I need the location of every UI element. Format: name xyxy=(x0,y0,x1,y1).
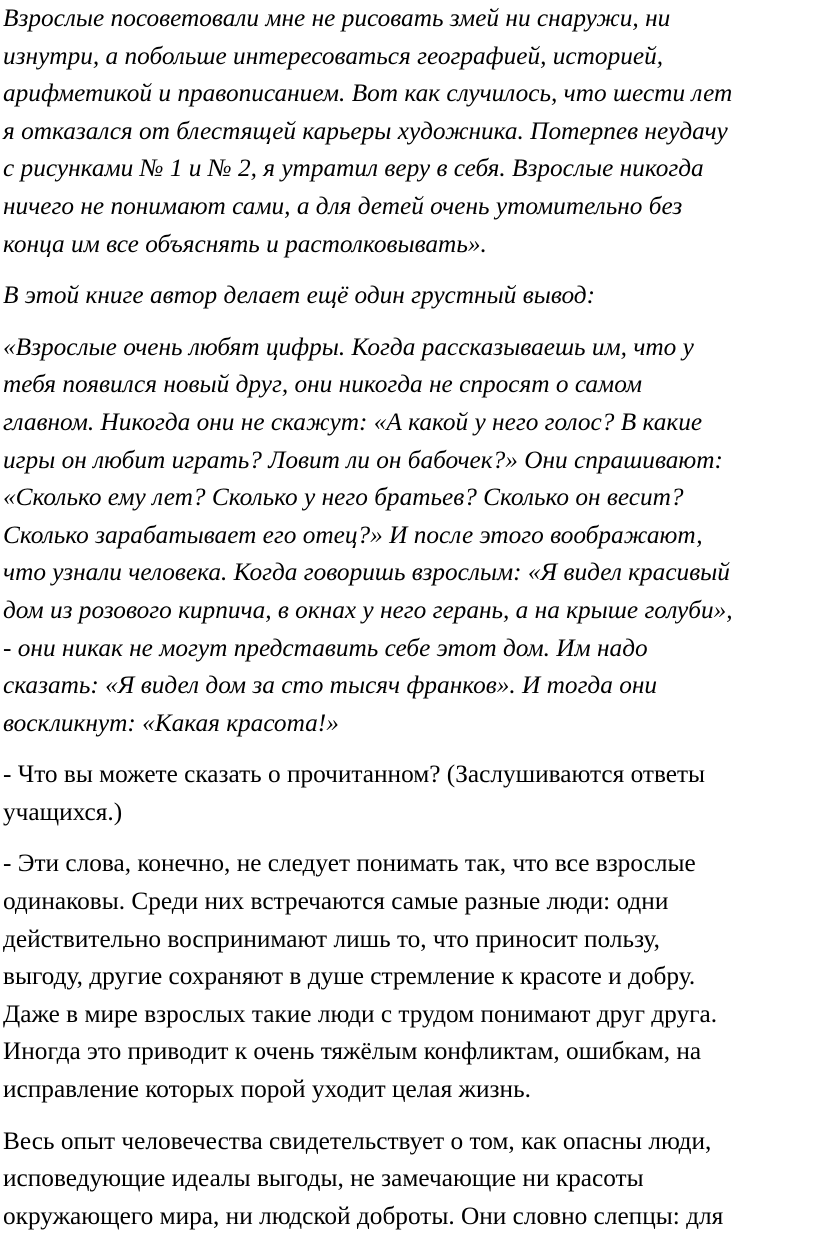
text-line: воскликнут: «Какая красота!» xyxy=(3,708,339,737)
text-line: исправление которых порой уходит целая жизнь. xyxy=(3,1075,531,1104)
text-line: конца им все объяснять и растолковывать». xyxy=(3,229,487,258)
text-line: действительно воспринимают лишь то, что приносит пользу, xyxy=(3,924,660,953)
text-line: «Взрослые очень любят цифры. Когда рассказываешь им, что у xyxy=(3,332,694,361)
text-line: - Что вы можете сказать о прочитанном? (Заслушиваются ответы xyxy=(3,760,706,789)
text-line: - они никак не могут представить себе этот дом. Им надо xyxy=(3,633,648,662)
text-line: игры он любит играть? Ловит ли он бабочек?» Они спрашивают: xyxy=(3,445,723,474)
text-line: Даже в мире взрослых такие люди с трудом понимают друг друга. xyxy=(3,999,718,1028)
paragraph-quote-end xyxy=(3,0,813,263)
paragraph-humanity-experience xyxy=(3,1123,813,1236)
text-line: Иногда это приводит к очень тяжёлым конфликтам, ошибкам, на xyxy=(3,1037,702,1066)
text-line: окружающего мира, ни людской доброты. Они словно слепцы: для xyxy=(3,1201,724,1230)
text-line: что узнали человека. Когда говоришь взрослым: «Я видел красивый xyxy=(3,558,730,587)
text-line: главном. Никогда они не скажут: «А какой у него голос? В какие xyxy=(3,407,703,436)
text-line: с рисунками № 1 и № 2, я утратил веру в себя. Взрослые никогда xyxy=(3,154,704,183)
text-line: сказать: «Я видел дом за сто тысяч франков». И тогда они xyxy=(3,671,658,700)
text-line: ничего не понимают сами, а для детей очень утомительно без xyxy=(3,191,683,220)
text-line: учащихся.) xyxy=(3,797,123,826)
text-line: изнутри, а побольше интересоваться географией, историей, xyxy=(3,41,664,70)
paragraph-quote-numbers xyxy=(3,329,813,743)
text-line: Весь опыт человечества свидетельствует о том, как опасны люди, xyxy=(3,1126,712,1155)
text-line: Сколько зарабатывает его отец?» И после этого воображают, xyxy=(3,520,703,549)
text-line: «Сколько ему лет? Сколько у него братьев? Сколько он весит? xyxy=(3,483,684,512)
text-line: Взрослые посоветовали мне не рисовать змей ни снаружи, ни xyxy=(3,4,671,32)
text-line: тебя появился новый друг, они никогда не спросят о самом xyxy=(3,370,643,399)
text-line: арифметикой и правописанием. Вот как случилось, что шести лет xyxy=(3,79,733,108)
paragraph-author-conclusion xyxy=(3,277,813,315)
text-line: выгоду, другие сохраняют в душе стремление к красоте и добру. xyxy=(3,962,696,991)
text-line: - Эти слова, конечно, не следует понимать так, что все взрослые xyxy=(3,849,696,878)
text-line: я отказался от блестящей карьеры художника. Потерпев неудачу xyxy=(3,116,728,145)
paragraph-commentary xyxy=(3,845,813,1108)
text-line: одинаковы. Среди них встречаются самые разные люди: одни xyxy=(3,887,669,916)
text-line: дом из розового кирпича, в окнах у него герань, а на крыше голуби», xyxy=(3,595,733,624)
text-line: исповедующие идеалы выгоды, не замечающие ни красоты xyxy=(3,1164,644,1193)
text-line: В этой книге автор делает ещё один грустный вывод: xyxy=(3,281,596,310)
paragraph-question xyxy=(3,756,813,831)
